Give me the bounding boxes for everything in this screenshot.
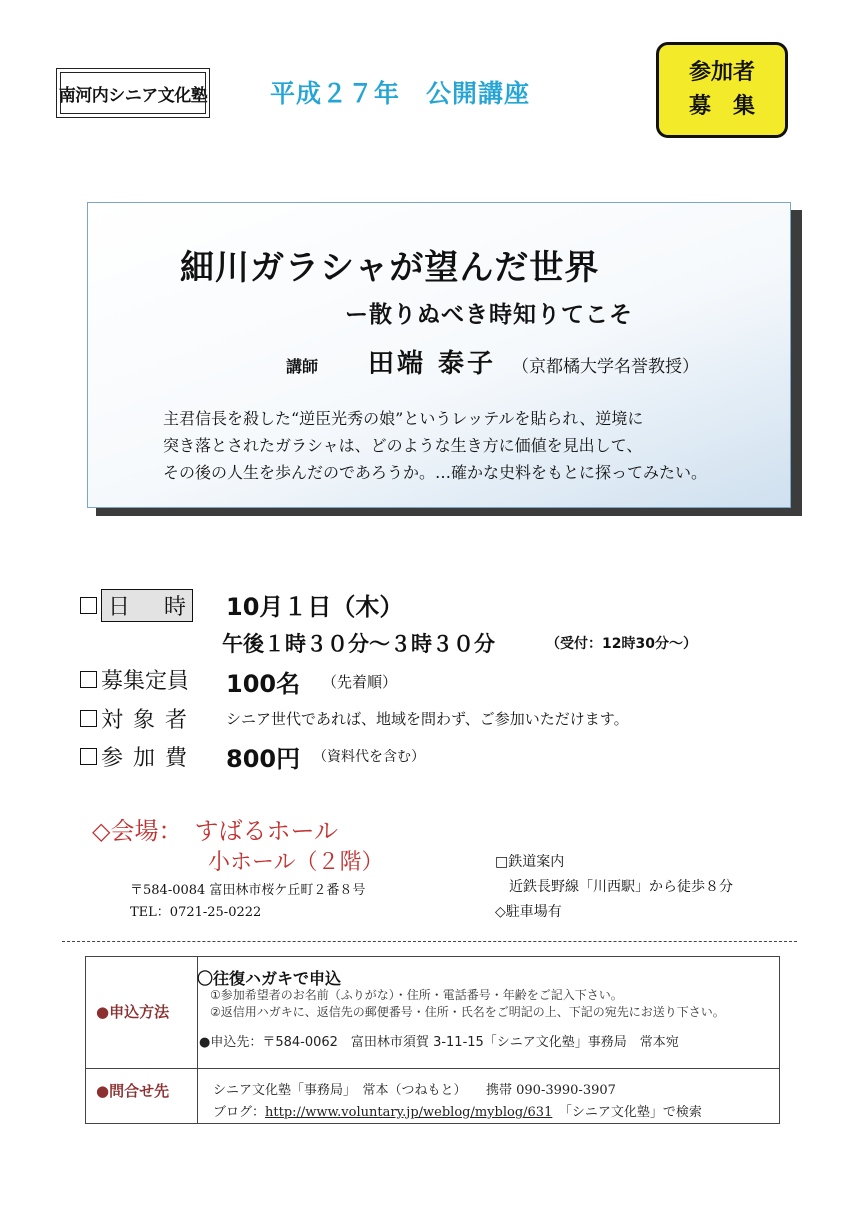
apply-method-label: ●申込方法 — [96, 1003, 170, 1021]
badge-line-1: 参加者 — [688, 60, 755, 85]
target-value: シニア世代であれば、地域を問わず、ご参加いただけます。 — [226, 710, 629, 728]
summary-line: 突き落とされたガラシャは、どのような生き方に価値を見出して、 — [163, 436, 643, 455]
lecturer-label: 講師 — [286, 357, 319, 376]
access-info — [495, 850, 733, 925]
summary-line: 主君信長を殺した“逆臣光秀の娘”というレッテルを貼られ、逆境に — [163, 409, 644, 428]
capacity-label-text: 募集定員 — [101, 669, 190, 694]
summary-line: その後の人生を歩んだのであろうか。…確かな史料をもとに探ってみたい。 — [163, 463, 708, 482]
checkbox-icon — [80, 748, 97, 765]
date-value: 10月１日（木） — [226, 593, 404, 621]
badge-line-2: 募 集 — [688, 94, 755, 119]
lecture-title: 細川ガラシャが望んだ世界 — [180, 248, 600, 288]
blog-link[interactable]: http://www.voluntary.jp/weblog/myblog/631 — [265, 1105, 553, 1120]
capacity-note: （先着順） — [322, 673, 398, 691]
parking-info: ◇駐車場有 — [495, 904, 562, 920]
venue-address — [130, 880, 365, 924]
rail-info: 近鉄長野線「川西駅」から徒歩８分 — [509, 879, 733, 895]
date-label-a: 日 — [108, 595, 131, 620]
blog-prefix: ブログ： — [213, 1105, 266, 1120]
reception-time: （受付：12時30分～） — [546, 636, 697, 652]
fee-value: 800円 — [226, 745, 301, 773]
series-title: 平成２７年 公開講座 — [270, 79, 531, 108]
capacity-value: 100名 — [226, 670, 301, 698]
venue-hall: 小ホール（２階） — [208, 850, 384, 875]
recruit-badge — [656, 42, 788, 138]
apply-step-2: ②返信用ハガキに、返信先の郵便番号・住所・氏名をご明記の上、下記の宛先にお送り下さい。 — [210, 1005, 725, 1019]
apply-steps — [210, 987, 725, 1021]
organization-name: 南河内シニア文化塾 — [56, 68, 210, 118]
fee-note: （資料代を含む） — [313, 749, 425, 765]
checkbox-icon — [80, 671, 97, 688]
apply-destination: ●申込先：〒584-0062 富田林市須賀 3-11-15「シニア文化塾」事務局 常本宛 — [199, 1035, 679, 1050]
rail-label: □鉄道案内 — [495, 854, 565, 870]
time-value: 午後１時３０分～３時３０分 — [222, 632, 495, 656]
capacity-label — [80, 664, 189, 695]
date-label-b: 時 — [163, 595, 186, 620]
target-label-text: 対象者 — [101, 708, 198, 733]
fee-label — [80, 741, 197, 772]
venue-name: ◇会場： すばるホール — [92, 817, 338, 845]
target-label — [80, 703, 197, 734]
apply-heading: 〇往復ハガキで申込 — [197, 969, 342, 988]
venue-postal: 〒584-0084 富田林市桜ケ丘町２番８号 — [130, 883, 366, 898]
contact-label: ●問合せ先 — [96, 1082, 170, 1100]
contact-info — [213, 1080, 702, 1124]
date-label-box — [101, 589, 193, 622]
lecturer-name: 田端 泰子 — [368, 349, 497, 379]
apply-step-1: ①参加希望者のお名前（ふりがな）・住所・電話番号・年齢をご記入下さい。 — [210, 988, 623, 1002]
lecture-subtitle: ー散りぬべき時知りてこそ — [345, 302, 633, 328]
checkbox-icon — [80, 597, 97, 614]
blog-line — [213, 1102, 702, 1124]
blog-suffix: 「シニア文化塾」で検索 — [552, 1105, 702, 1120]
venue-tel: TEL：0721-25-0222 — [130, 905, 262, 920]
contact-line: シニア文化塾「事務局」 常本（つねもと） 携帯 090-3990-3907 — [213, 1083, 616, 1098]
date-label — [80, 589, 193, 622]
lecturer-affiliation: （京都橘大学名誉教授） — [512, 357, 699, 377]
cut-line — [62, 941, 797, 942]
fee-label-text: 参加費 — [101, 746, 198, 771]
lecture-summary — [163, 405, 773, 486]
checkbox-icon — [80, 710, 97, 727]
